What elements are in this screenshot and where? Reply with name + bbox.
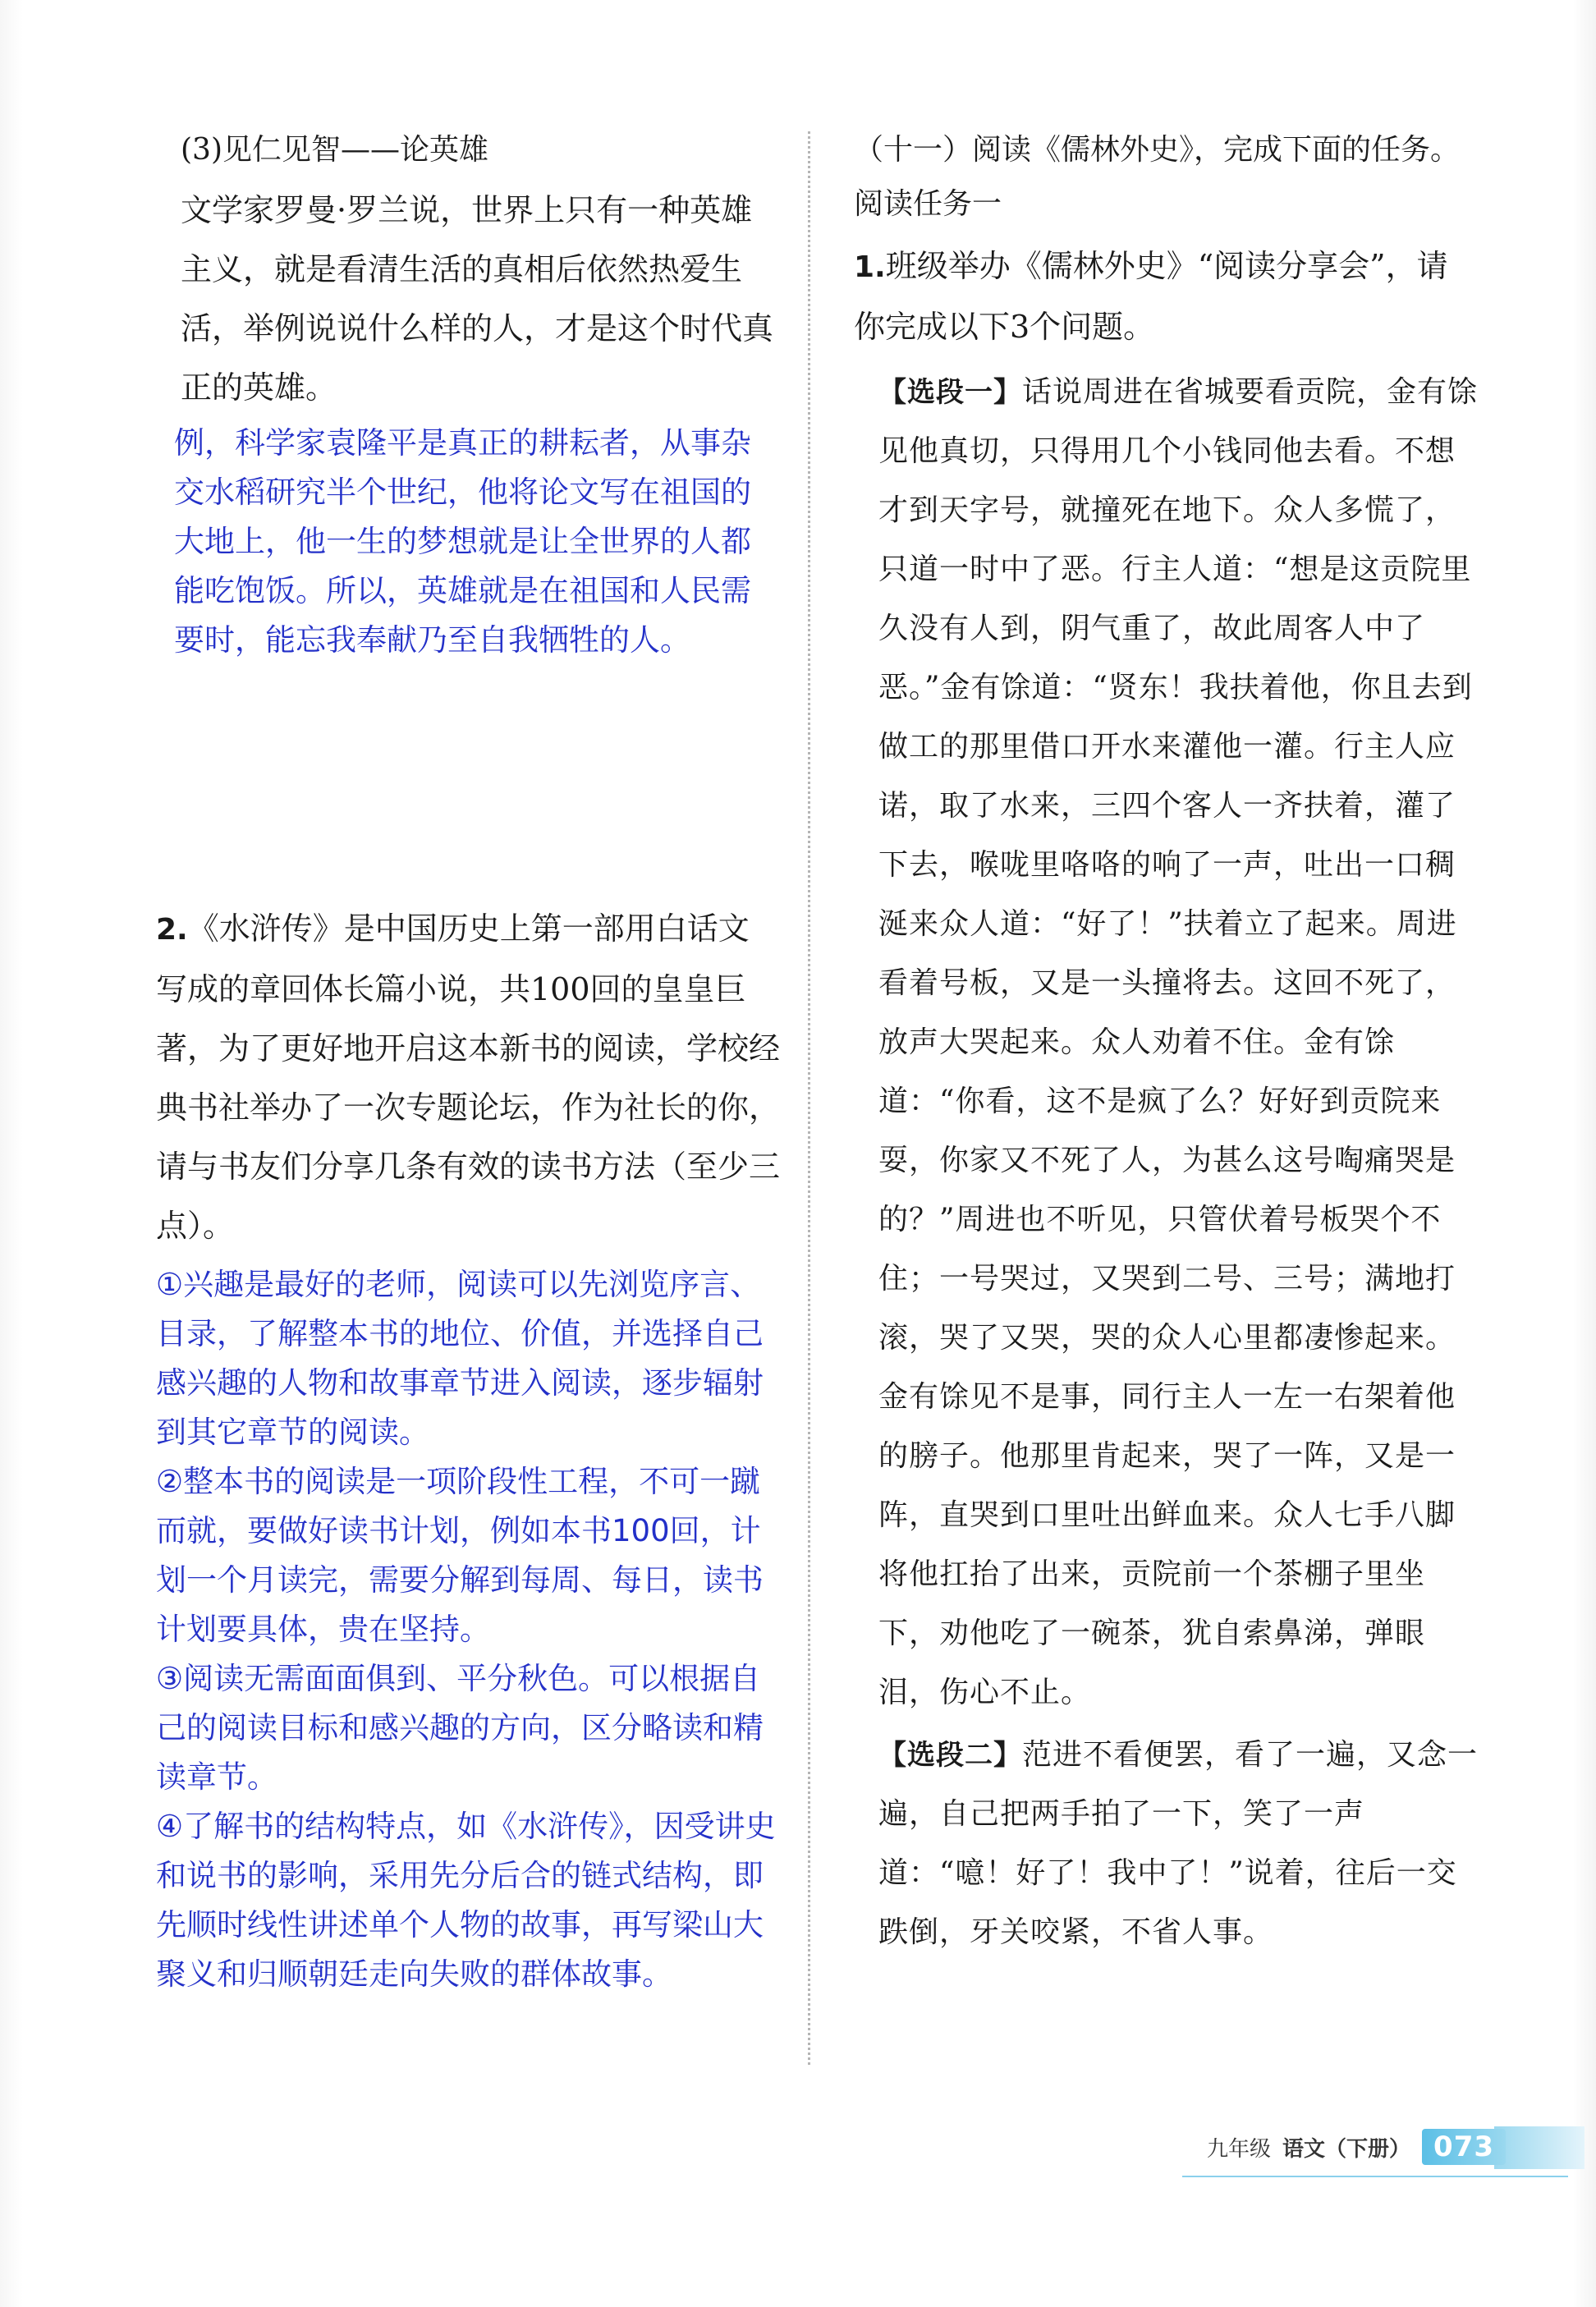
excerpt2-text: 范进不看便罢，看了一遍，又念一遍，自己把两手拍了一下，笑了一声道：“噫！好了！我中了！”说着，往后一交跌倒，牙关咬紧，不省人事。	[878, 1738, 1479, 1949]
excerpt1-text: 话说周进在省城要看贡院，金有馀见他真切，只得用几个小钱同他去看。不想才到天字号，就撞死在地下。众人多慌了，只道一时中了恶。行主人道：“想是这贡院里久没有人到，阴气重了，故此周客人中了恶。”金有馀道：“贤东！我扶着他，你且去到做工的那里借口开水来灌他一灌。行主人应诺，取了水来，三四个客人一齐扶着，灌了下去，喉咙里咯咯的响了一声，吐出一口稠涎来众人道：“好了！”扶着立了起来。周进看着号板，又是一头撞将去。这回不死了，放声大哭起来。众人劝着不住。金有馀道：“你看，这不是疯了么？好好到贡院来耍，你家又不死了人，为甚么这号啕痛哭是的？”周进也不听见，只管伏着号板哭个不住；一号哭过，又哭到二号、三号；满地打滚，哭了又哭，哭的众人心里都凄惨起来。金有馀见不是事，同行主人一左一右架着他的膀子。他那里肯起来，哭了一阵，又是一阵，直哭到口里吐出鲜血来。众人七手八脚将他扛抬了出来，贡院前一个茶棚子里坐下，劝他吃了一碗茶，犹自索鼻涕，弹眼泪，伤心不止。	[878, 375, 1479, 1709]
excerpt2-tag: 【选段二】	[878, 1739, 1022, 1772]
excerpt2	[854, 1726, 1478, 1962]
question2-answers	[156, 1260, 780, 1999]
footer-band	[1494, 2126, 1585, 2169]
footer-line	[1182, 2176, 1568, 2177]
question2-prompt-wrap	[156, 899, 780, 1255]
footer-subject: 语文（下册）	[1282, 2136, 1411, 2162]
section3-prompt: 文学家罗曼·罗兰说，世界上只有一种英雄主义，就是看清生活的真相后依然热爱生活，举例说说什么样的人，才是这个时代真正的英雄。	[181, 192, 774, 406]
section3-answer	[156, 419, 780, 665]
question1-prompt-wrap	[854, 236, 1478, 356]
question2-answer-4: ④了解书的结构特点，如《水浒传》，因受讲史和说书的影响，采用先分后合的链式结构，即先顺时线性讲述单个人物的故事，再写梁山大聚义和归顺朝廷走向失败的群体故事。	[156, 1809, 776, 1992]
reading-task-label: 阅读任务一	[854, 187, 1002, 221]
question1-prompt: 班级举办《儒林外史》“阅读分享会”，请你完成以下3个问题。	[854, 248, 1448, 345]
excerpt1-tag: 【选段一】	[878, 376, 1022, 409]
question2-prompt: 《水浒传》是中国历史上第一部用白话文写成的章回体长篇小说，共100回的皇皇巨著，为了更好地开启这本新书的阅读，学校经典书社举办了一次专题论坛，作为社长的你，请与书友们分享几条有效的读书方法（至少三点）。	[156, 910, 781, 1244]
question2-answer-2: ②整本书的阅读是一项阶段性工程，不可一蹴而就，要做好读书计划，例如本书100回，计划一个月读完，需要分解到每周、每日，读书计划要具体，贵在坚持。	[156, 1464, 764, 1647]
question2-number: 2.	[156, 913, 188, 947]
reading-heading: （十一）阅读《儒林外史》，完成下面的任务。	[854, 133, 1461, 167]
left-column	[156, 123, 780, 665]
question1-number: 1.	[854, 250, 886, 284]
footer-grade: 九年级	[1207, 2136, 1272, 2162]
question2-answer-1: ①兴趣是最好的老师，阅读可以先浏览序言、目录，了解整本书的地位、价值，并选择自己感兴趣的人物和故事章节进入阅读，逐步辐射到其它章节的阅读。	[156, 1267, 764, 1450]
section3-block	[156, 123, 780, 417]
page-number: 073	[1422, 2129, 1506, 2165]
question2-answer-3: ③阅读无需面面俱到、平分秋色。可以根据自己的阅读目标和感兴趣的方向，区分略读和精读章节。	[156, 1661, 764, 1795]
column-divider	[808, 131, 810, 2065]
page-footer	[1207, 2122, 1506, 2172]
excerpt1	[854, 363, 1478, 1722]
question2-block	[156, 899, 780, 1999]
right-column	[854, 123, 1478, 1962]
section3-title: (3)见仁见智——论英雄	[181, 133, 488, 167]
section3-answer-text: 例，科学家袁隆平是真正的耕耘者，从事杂交水稻研究半个世纪，他将论文写在祖国的大地上，他一生的梦想就是让全世界的人都能吃饱饭。所以，英雄就是在祖国和人民需要时，能忘我奉献乃至自我牺牲的人。	[174, 425, 751, 658]
